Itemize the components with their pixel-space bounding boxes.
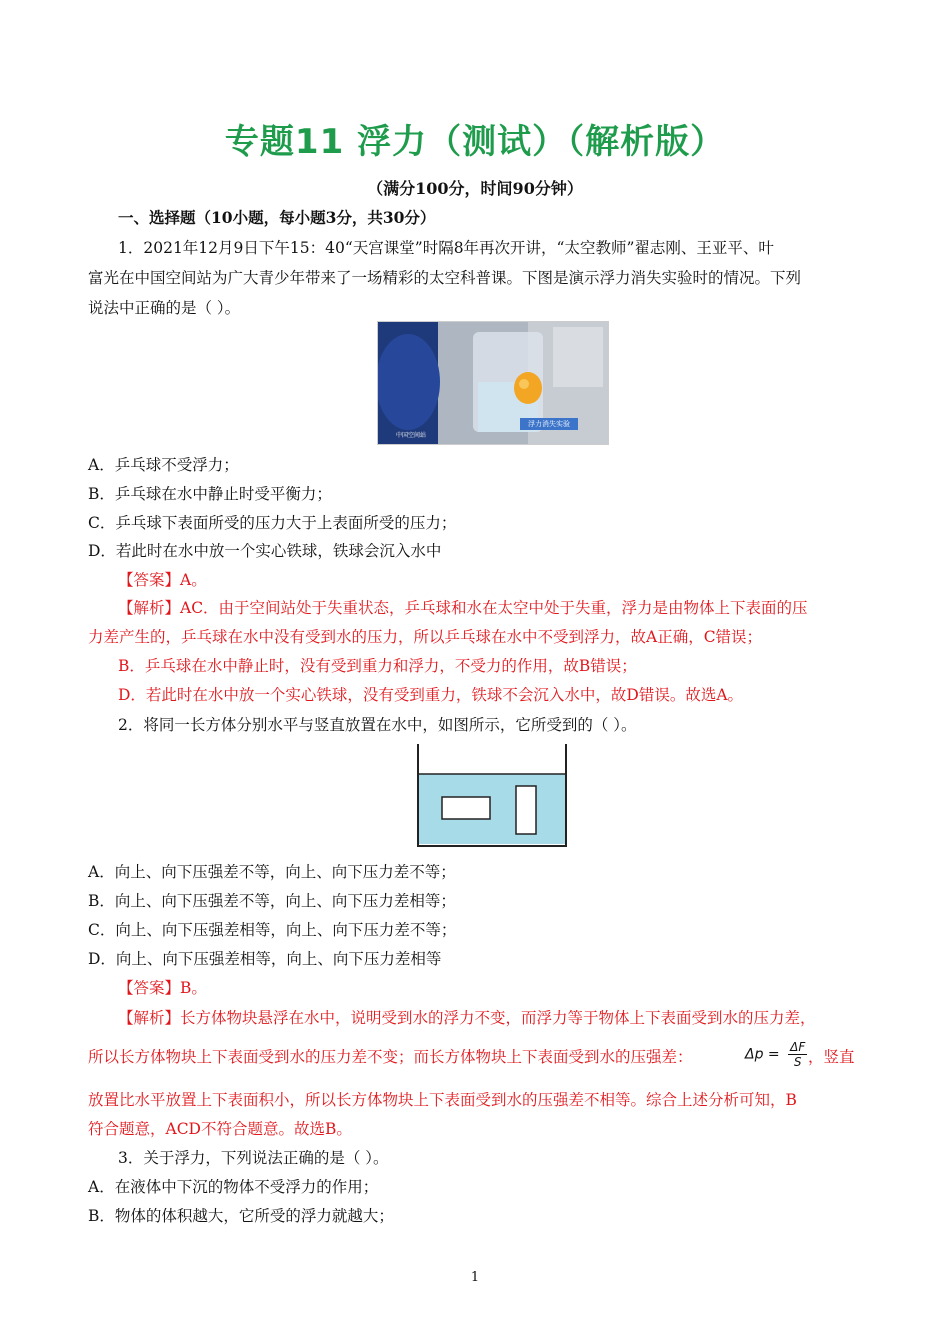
q1-stem-line-2: 富光在中国空间站为广大青少年带来了一场精彩的太空科普课。下图是演示浮力消失实验时的情况。下列 [88,269,802,287]
q1-analysis-line-2: 力差产生的，乒乓球在水中没有受到水的压力，所以乒乓球在水中不受到浮力，故A正确，C错误； [88,628,763,646]
q3-option-b: B．物体的体积越大，它所受的浮力就越大； [88,1207,394,1225]
q1-analysis-line-4: D．若此时在水中放一个实心铁球，没有受到重力，铁球不会沉入水中，故D错误。故选A。 [118,686,744,704]
q2-analysis-line-1: 【解析】长方体物块悬浮在水中，说明受到水的浮力不变，而浮力等于物体上下表面受到水的压力差， [118,1009,816,1027]
q1-option-d: D．若此时在水中放一个实心铁球，铁球会沉入水中 [88,542,442,560]
formula-fraction [788,1040,807,1069]
page-number: 1 [470,1270,480,1285]
photo-caption-badge: 浮力消失实验 [520,418,578,430]
q2-answer: 【答案】B。 [118,979,207,997]
q2-option-a: A．向上、向下压强差不等，向上、向下压力差不等； [88,863,456,881]
q2-option-d: D．向上、向下压强差相等，向上、向下压力差相等 [88,950,442,968]
q1-option-a: A．乒乓球不受浮力； [88,456,239,474]
photo-logo-text: 中国空间站 [396,432,427,439]
pressure-difference-formula [745,1040,807,1069]
q1-stem-line-3: 说法中正确的是（ ）。 [88,299,241,317]
page-subtitle: （满分100分，时间90分钟） [367,179,583,198]
q3-option-a: A．在液体中下沉的物体不受浮力的作用； [88,1178,379,1196]
horizontal-block [442,797,490,819]
q3-stem: 3．关于浮力，下列说法正确的是（ ）。 [118,1149,389,1167]
page-title: 专题11 浮力（测试）（解析版） [224,122,726,162]
q2-stem: 2．将同一长方体分别水平与竖直放置在水中，如图所示，它所受到的（ ）。 [118,716,637,734]
q2-option-c: C．向上、向下压强差相等，向上、向下压力差不等； [88,921,457,939]
q2-analysis-line-2-tail: ，竖直 [808,1048,855,1066]
q2-container-diagram [410,744,575,850]
q1-analysis-line-1: 【解析】AC．由于空间站处于失重状态，乒乓球和水在太空中处于失重，浮力是由物体上下表面的压 [118,599,808,617]
formula-lhs: Δp = [745,1046,780,1063]
q2-option-b: B．向上、向下压强差不等，向上、向下压力差相等； [88,892,456,910]
q1-option-c: C．乒乓球下表面所受的压力大于上表面所受的压力； [88,514,457,532]
section-heading: 一、选择题（10小题，每小题3分，共30分） [118,208,436,227]
q1-answer: 【答案】A。 [118,571,207,589]
formula-numerator: ΔF [790,1040,806,1054]
q2-analysis-line-4: 符合题意，ACD不符合题意。故选B。 [88,1120,352,1138]
q2-analysis-line-3: 放置比水平放置上下表面积小，所以长方体物块上下表面受到水的压强差不相等。综合上述分析可知，B [88,1091,797,1109]
q1-stem-line-1: 1．2021年12月9日下午15：40“天宫课堂”时隔8年再次开讲，“太空教师”翟志刚、王亚平、叶 [118,239,774,257]
formula-denominator: S [793,1055,802,1069]
q1-analysis-line-3: B．乒乓球在水中静止时，没有受到重力和浮力，不受力的作用，故B错误； [118,657,637,675]
q2-analysis-line-2: 所以长方体物块上下表面受到水的压力差不变；而长方体物块上下表面受到水的压强差： [88,1048,693,1066]
q1-experiment-photo [377,321,609,445]
q1-option-b: B．乒乓球在水中静止时受平衡力； [88,485,332,503]
vertical-block [516,786,536,834]
